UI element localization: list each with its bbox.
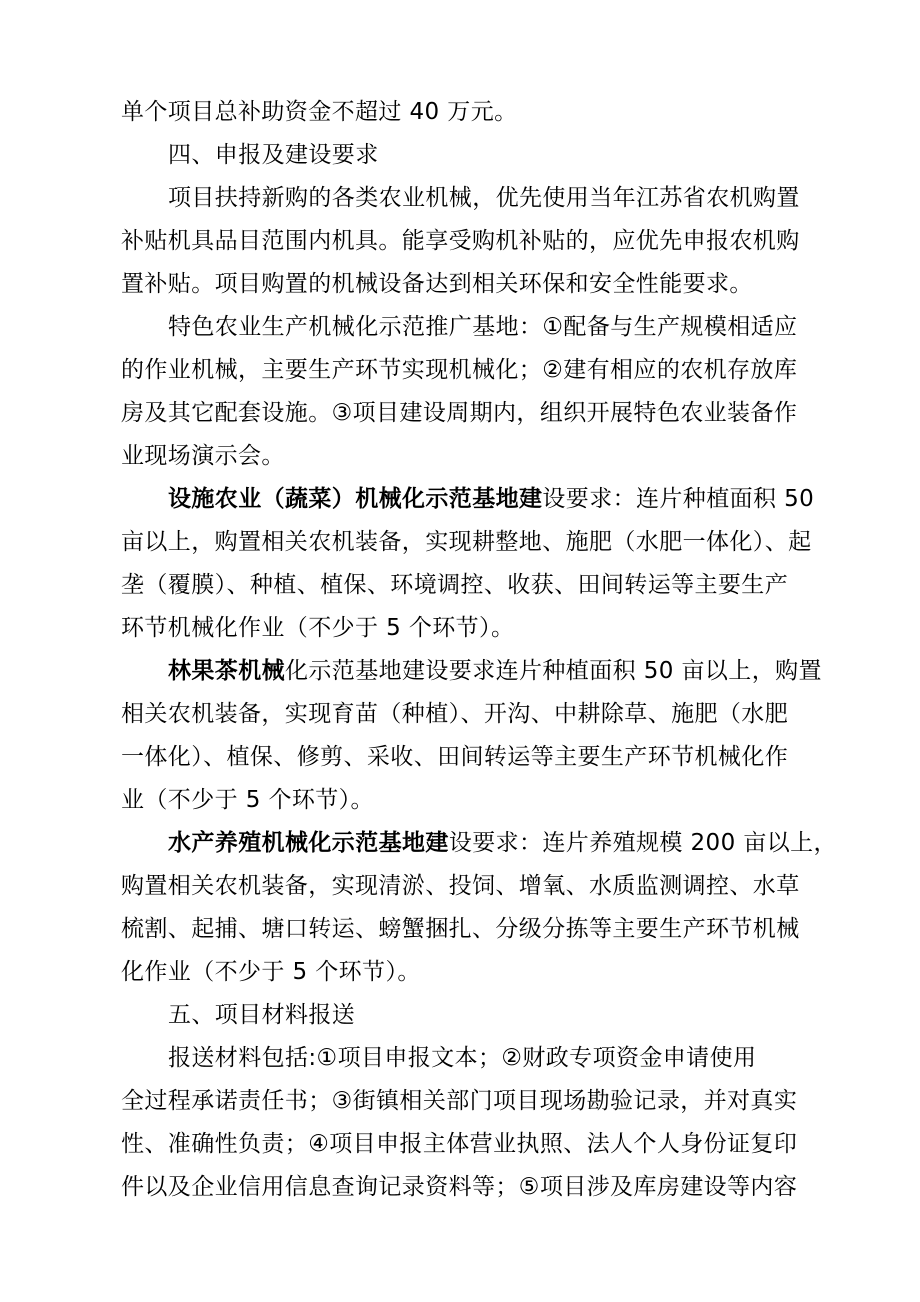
text-line — [121, 957, 421, 987]
text-line — [168, 828, 837, 858]
text-segment: 件以及企业信用信息查询记录资料等；⑤项目涉及库房建设等内容 — [121, 1174, 798, 1200]
text-segment: 化示范基地建设要求连片种植面积 50 亩以上，购置 — [285, 658, 822, 684]
text-segment: 报送材料包括:①项目申报文本；②财政专项资金申请使用 — [168, 1045, 757, 1071]
text-line — [168, 312, 797, 342]
text-segment: 性、准确性负责；④项目申报主体营业执照、法人个人身份证复印 — [121, 1131, 798, 1157]
text-segment: 的作业机械，主要生产环节实现机械化；②建有相应的农机存放库 — [121, 357, 798, 383]
text-segment: 特色农业生产机械化示范推广基地：①配备与生产规模相适应 — [168, 314, 798, 340]
text-segment: 化作业（不少于 5 个环节）。 — [121, 959, 421, 985]
text-line — [121, 1172, 797, 1202]
text-line — [121, 785, 374, 815]
bold-segment: 水产养殖机械化示范基地建 — [168, 830, 449, 856]
text-line — [121, 398, 797, 428]
text-segment: 相关农机装备，实现育苗（种植）、开沟、中耕除草、施肥（水肥 — [121, 701, 789, 727]
text-segment: 购置相关农机装备，实现清淤、投饲、增氧、水质监测调控、水草 — [121, 873, 800, 899]
text-segment: 环节机械化作业（不少于 5 个环节）。 — [121, 615, 515, 641]
text-line — [121, 699, 788, 729]
section-heading — [168, 140, 379, 170]
text-segment: 业（不少于 5 个环节）。 — [121, 787, 374, 813]
text-segment: 置补贴。项目购置的机械设备达到相关环保和安全性能要求。 — [121, 271, 753, 297]
text-segment: 房及其它配套设施。③项目建设周期内，组织开展特色农业装备作 — [121, 400, 798, 426]
text-line — [168, 183, 800, 213]
text-line — [121, 97, 518, 127]
text-line — [168, 656, 822, 686]
text-segment: 设要求：连片养殖规模 200 亩以上， — [448, 830, 837, 856]
text-line — [121, 742, 788, 772]
bold-segment: 设施农业（蔬菜）机械化示范基地建 — [168, 486, 543, 512]
text-segment: 项目扶持新购的各类农业机械，优先使用当年江苏省农机购置 — [168, 185, 800, 211]
text-segment: 五、项目材料报送 — [168, 1002, 356, 1028]
text-segment: 单个项目总补助资金不超过 40 万元。 — [121, 99, 518, 125]
text-segment: 全过程承诺责任书；③街镇相关部门项目现场勘验记录，并对真实 — [121, 1088, 798, 1114]
text-segment: 亩以上，购置相关农机装备，实现耕整地、施肥（水肥一体化）、起 — [121, 529, 812, 555]
text-line — [121, 570, 788, 600]
text-segment: 业现场演示会。 — [121, 443, 285, 469]
text-line — [121, 1086, 797, 1116]
text-line — [121, 1129, 797, 1159]
text-line — [121, 441, 285, 471]
text-segment: 一体化）、植保、修剪、采收、田间转运等主要生产环节机械化作 — [121, 744, 789, 770]
bold-segment: 林果茶机械 — [168, 658, 285, 684]
text-segment: 四、申报及建设要求 — [168, 142, 379, 168]
text-line — [121, 226, 800, 256]
text-line — [168, 484, 814, 514]
text-line — [121, 355, 797, 385]
text-segment: 补贴机具品目范围内机具。能享受购机补贴的，应优先申报农机购 — [121, 228, 800, 254]
text-line — [121, 269, 753, 299]
text-line — [121, 871, 800, 901]
text-line — [121, 914, 800, 944]
text-line — [168, 1043, 756, 1073]
text-segment: 垄（覆膜）、种植、植保、环境调控、收获、田间转运等主要生产 — [121, 572, 789, 598]
text-segment: 设要求：连片种植面积 50 — [542, 486, 815, 512]
text-line — [121, 527, 812, 557]
section-heading — [168, 1000, 355, 1030]
text-line — [121, 613, 514, 643]
text-segment: 梳割、起捕、塘口转运、螃蟹捆扎、分级分拣等主要生产环节机械 — [121, 916, 800, 942]
